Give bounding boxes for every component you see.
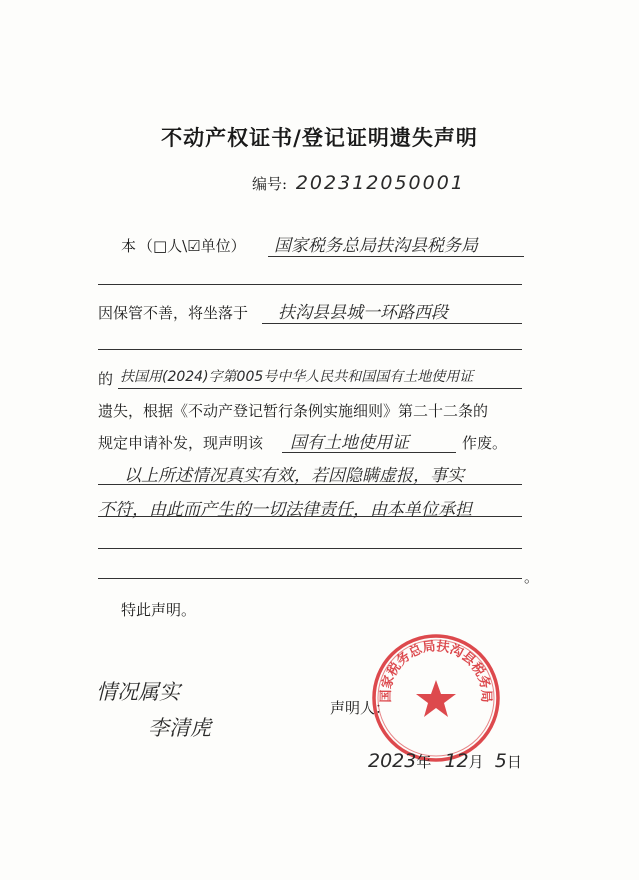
pledge-underline-1 <box>98 484 522 485</box>
serial-label: 编号: <box>252 175 288 193</box>
closing-text: 特此声明。 <box>121 601 197 619</box>
pledge-line1: 以上所述情况真实有效，若因隐瞒虚报，事实 <box>124 466 464 486</box>
blank-line <box>98 284 522 285</box>
date-month-unit: 月 <box>468 753 484 771</box>
line4-prefix: 的 <box>98 370 114 388</box>
seal-text: 国家税务总局扶沟县税务局 <box>378 639 494 703</box>
blank-line <box>98 349 522 350</box>
document-title: 不动产权证书/登记证明遗失声明 <box>161 125 478 150</box>
certificate-type-value: 国有土地使用证 <box>290 433 409 453</box>
location-underline <box>262 323 522 324</box>
declarant-name: 国家税务总局扶沟县税务局 <box>274 236 478 256</box>
line6-suffix: 作废。 <box>462 434 508 452</box>
blank-line <box>98 548 522 549</box>
line2-prefix: 因保管不善，将坐落于 <box>98 304 249 322</box>
declarant-label: 声明人： <box>330 699 391 717</box>
declaration-date <box>368 750 522 772</box>
handwritten-note: 情况属实 <box>96 680 180 704</box>
party-type-options: （□人\☑单位） <box>138 237 246 255</box>
line1-prefix: 本 <box>121 237 137 255</box>
date-day: 5 <box>494 750 507 772</box>
handwritten-signature: 李清虎 <box>148 716 211 740</box>
date-year: 2023 <box>368 750 417 772</box>
pledge-line2: 不符，由此而产生的一切法律责任，由本单位承担 <box>98 500 472 520</box>
period-mark: 。 <box>524 568 540 586</box>
line6-prefix: 规定申请补发，现声明该 <box>98 434 264 452</box>
official-seal <box>370 632 502 764</box>
declarant-underline <box>268 256 524 257</box>
date-day-unit: 日 <box>506 753 522 771</box>
line5-text: 遗失，根据《不动产登记暂行条例实施细则》第二十二条的 <box>98 402 489 420</box>
certificate-value: 扶国用(2024)字第005号中华人民共和国国有土地使用证 <box>120 369 474 385</box>
serial-value: 202312050001 <box>295 172 465 194</box>
date-year-unit: 年 <box>416 753 432 771</box>
serial-number <box>252 172 465 194</box>
date-month: 12 <box>444 750 469 772</box>
certificate-underline <box>118 388 522 389</box>
pledge-underline-2 <box>98 516 522 517</box>
star-icon <box>416 680 456 717</box>
location-value: 扶沟县县城一环路西段 <box>278 303 448 323</box>
blank-line <box>98 578 522 579</box>
